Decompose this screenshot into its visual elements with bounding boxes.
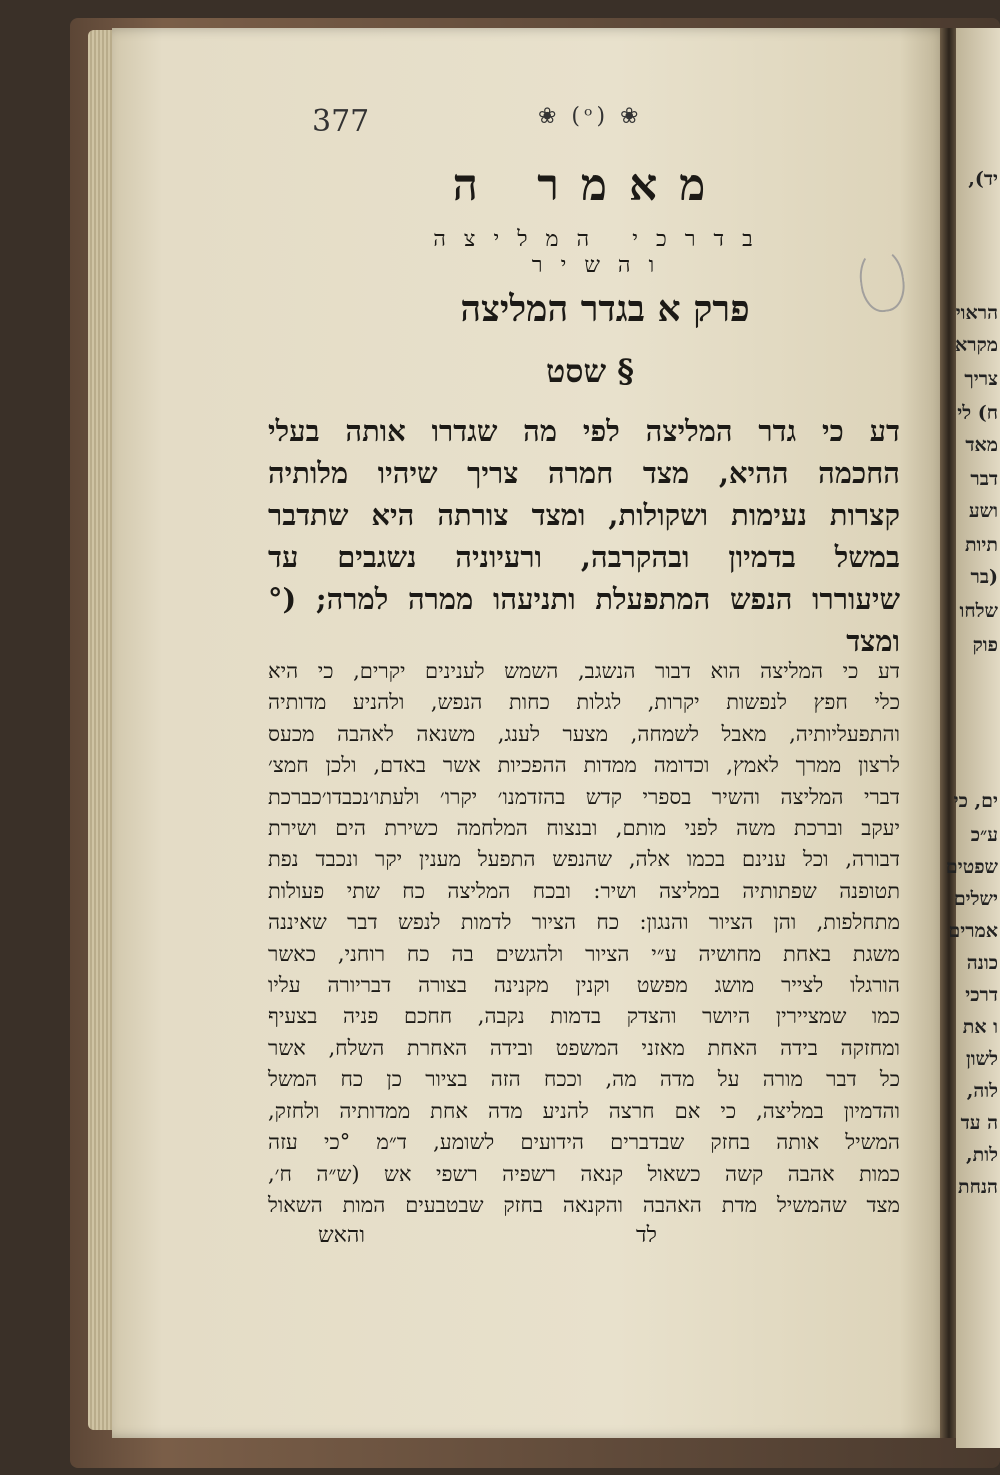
right-page-fragment: דרכי bbox=[965, 984, 998, 1006]
right-page-fragment: ישלים bbox=[953, 888, 998, 910]
main-text bbox=[268, 410, 900, 662]
right-page-fragment: לות, bbox=[966, 1144, 998, 1166]
right-page-fragment: שפטים bbox=[945, 856, 998, 878]
right-page-fragment: שלחו bbox=[959, 600, 998, 622]
note-line: דבורה, וכל ענינם בכמו אלה, שהנפש התפעל מענין יקר ונכבד נפת bbox=[268, 847, 900, 872]
main-text-line: ומצד bbox=[846, 624, 900, 658]
right-page-fragment: מקרא bbox=[955, 334, 998, 356]
right-page-fragment: כונה bbox=[966, 952, 998, 974]
right-page-fragment: לשון bbox=[965, 1048, 998, 1070]
right-page-fragment: ו את bbox=[962, 1016, 998, 1038]
right-page-fragment: מאד bbox=[965, 434, 998, 456]
right-page-fragment: אמרים bbox=[948, 920, 998, 942]
right-page-edge bbox=[945, 28, 1000, 1448]
catchword: והאש bbox=[318, 1223, 366, 1248]
right-page-fragment: דבר bbox=[970, 468, 998, 490]
main-text-line: החכמה ההיא, מצד חמרה צריך שיהיו מלותיה bbox=[268, 456, 900, 490]
right-page-fragment: ים, כי bbox=[953, 790, 998, 812]
right-page-fragment: ע״כ bbox=[970, 824, 998, 846]
essay-title: מאמר ה bbox=[452, 160, 728, 211]
signature-mark: לד bbox=[636, 1223, 657, 1248]
right-page-fragment: יד), bbox=[968, 168, 998, 190]
footnote-text bbox=[268, 656, 900, 1221]
right-page-fragment: (בר bbox=[970, 566, 998, 588]
right-page-fragment: צריך bbox=[964, 368, 998, 390]
note-line: לרצון ממרך לאמץ, וכדומה ממדות ההפכיות אשר באדם, ולכן חמצ׳ bbox=[268, 753, 900, 778]
right-page-fragment: הנחת bbox=[958, 1176, 998, 1198]
right-page-fragment: ח) לי bbox=[957, 402, 998, 424]
main-text-line: במשל בדמיון ובהקרבה, ורעיוניה נשגבים עד bbox=[268, 540, 900, 574]
note-line: מתחלפות, והן הציור והנגון: כח הציור לדמות לנפש דבר שאיננה bbox=[268, 910, 900, 935]
note-line: תטופנה שפתותיה במליצה ושיר: ובכח המליצה כח שתי פעולות bbox=[268, 878, 900, 903]
right-page-fragment: לוה, bbox=[966, 1080, 998, 1102]
chapter-heading: פרק א בגדר המליצה bbox=[460, 288, 750, 330]
note-line: דע כי המליצה הוא דבור הנשגב, השמש לענינים יקרים, כי היא bbox=[268, 659, 900, 683]
note-line: והדמיון במליצה, כי אם חרצה להניע מדה אחת ממדותיה ולחזק, bbox=[268, 1098, 900, 1123]
note-line: יעקב וברכת משה לפני מותם, ובנצוח המלחמה כשירת הים ושירת bbox=[268, 816, 900, 841]
note-line: דברי המליצה והשיר בספרי קדש בהזדמנו׳ יקרו׳ ולעתו׳נכבדו׳כברכת bbox=[268, 784, 900, 809]
right-page-fragment: ה עד bbox=[960, 1112, 998, 1134]
right-page-fragment: ושע bbox=[968, 500, 998, 522]
note-line: כמות אהבה קשה כשאול קנאה רשפיה רשפי אש (ש״ה ח׳, bbox=[268, 1161, 900, 1186]
right-page-fragment: תיות bbox=[964, 534, 998, 556]
note-line: כלי חפץ לנפשות יקרות, לגלות כחות הנפש, ולהניע מדותיה bbox=[268, 690, 900, 715]
header-ornament: ❀ (ᵒ) ❀ bbox=[538, 104, 643, 129]
note-line: הורגלו לצייר מושג מפשט וקנין מקנינה בצורה דבריורה עליו bbox=[268, 973, 900, 998]
note-line: המשיל אותה בחזק שבדברים הידועים לשומע, ד״מ °כי עזה bbox=[268, 1130, 900, 1155]
page-number: 377 bbox=[312, 104, 370, 139]
essay-subtitle: בדרכי המליצה והשיר bbox=[433, 227, 771, 278]
main-text-line: דע כי גדר המליצה לפי מה שגדרו אותה בעלי bbox=[268, 414, 900, 448]
right-page-fragment: פוק bbox=[972, 634, 998, 656]
note-line: ומחזקה בידה האחת מאזני המשפט ובידה האחרת השלח, אשר bbox=[268, 1035, 900, 1060]
note-line: מצד שהמשיל מדת האהבה והקנאה בחזק שבטבעים המות השאול bbox=[268, 1192, 900, 1217]
note-line: משגת באחת מחושיה ע״י הציור ולהגשים בה כח רוחני, כאשר bbox=[268, 941, 900, 966]
main-text-line: שיעוררו הנפש המתפעלת ותניעהו ממרה למרה; (° bbox=[268, 582, 900, 616]
section-heading: § שסט bbox=[545, 352, 635, 390]
note-line: והתפעליותיה, מאבל לשמחה, מצער לענג, משנאה לאהבה מכעס bbox=[268, 721, 900, 746]
main-text-line: קצרות נעימות ושקולות, ומצד צורתה היא שתדבר bbox=[268, 498, 900, 532]
note-line: כמו שמציירין היושר והצדק בדמות נקבה, חחכם פניה בצעיף bbox=[268, 1004, 900, 1029]
note-line: כל דבר מורה על מדה מה, וככח הזה בציור כן כח המשל bbox=[268, 1067, 900, 1092]
right-page-fragment: הראוי bbox=[955, 302, 998, 324]
